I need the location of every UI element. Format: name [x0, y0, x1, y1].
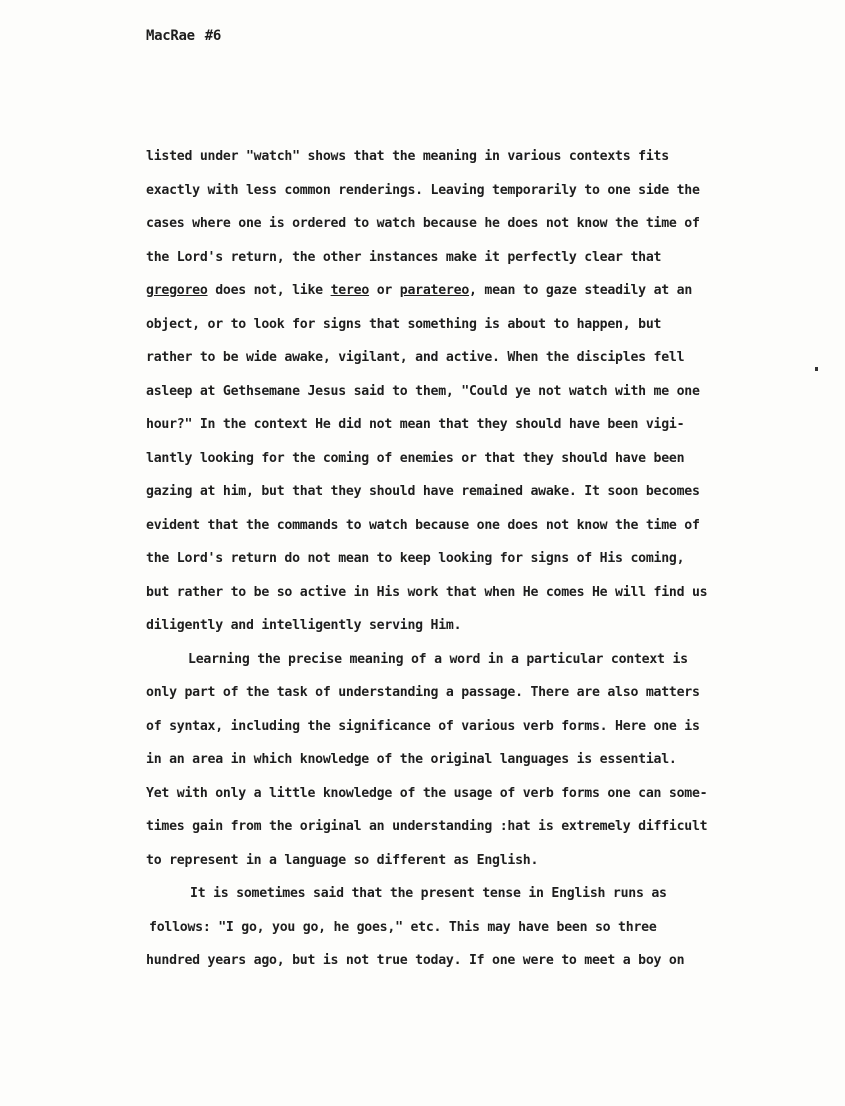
greek-term-tereo: tereo: [330, 283, 370, 298]
text-line: [146, 281, 766, 315]
page-number: #6: [204, 28, 222, 44]
text-line: the Lord's return do not mean to keep looking for signs of His coming,: [146, 551, 685, 566]
text-line: in an area in which knowledge of the original languages is essential.: [146, 752, 677, 767]
text-line: hour?" In the context He did not mean that they should have been vigi-: [146, 417, 685, 432]
text-line: exactly with less common renderings. Leaving temporarily to one side the: [146, 182, 700, 198]
greek-term-gregoreo: gregoreo: [146, 283, 208, 298]
page-header: [146, 28, 221, 44]
text-line: It is sometimes said that the present tense in English runs as: [190, 886, 667, 901]
text-line: evident that the commands to watch because one does not know the time of: [146, 517, 700, 533]
text-line: only part of the task of understanding a passage. There are also matters: [146, 685, 700, 700]
text-line: diligently and intelligently serving Him.: [146, 618, 462, 633]
scan-speck: [815, 367, 818, 371]
text-line: follows: "I go, you go, he goes," etc. This may have been so three: [149, 919, 657, 935]
greek-term-paratereo: paratereo: [399, 283, 470, 298]
text-fragment: , mean to gaze steadily at an: [469, 283, 693, 298]
text-line: Yet with only a little knowledge of the usage of verb forms one can some-: [146, 785, 708, 801]
text-line: times gain from the original an understanding :hat is extremely difficult: [146, 819, 708, 834]
text-line: of syntax, including the significance of various verb forms. Here one is: [146, 718, 700, 734]
text-line: rather to be wide awake, vigilant, and active. When the disciples fell: [146, 350, 685, 365]
text-fragment: or: [369, 283, 400, 298]
text-line: cases where one is ordered to watch because he does not know the time of: [146, 216, 700, 231]
body-text: [146, 147, 766, 985]
text-line: object, or to look for signs that something is about to happen, but: [146, 316, 662, 332]
text-line: gazing at him, but that they should have remained awake. It soon becomes: [146, 484, 700, 499]
text-line: hundred years ago, but is not true today. If one were to meet a boy on: [146, 953, 685, 968]
text-line: lantly looking for the coming of enemies or that they should have been: [146, 450, 685, 466]
text-line: but rather to be so active in His work that when He comes He will find us: [146, 584, 708, 600]
text-line: listed under "watch" shows that the meaning in various contexts fits: [146, 149, 669, 164]
text-line: the Lord's return, the other instances make it perfectly clear that: [146, 249, 662, 265]
text-line: to represent in a language so different as English.: [146, 852, 539, 868]
text-line: asleep at Gethsemane Jesus said to them, "Could ye not watch with me one: [146, 383, 700, 399]
author-name: MacRae: [146, 28, 195, 44]
text-line: Learning the precise meaning of a word in a particular context is: [188, 651, 688, 667]
text-fragment: does not, like: [207, 283, 331, 298]
